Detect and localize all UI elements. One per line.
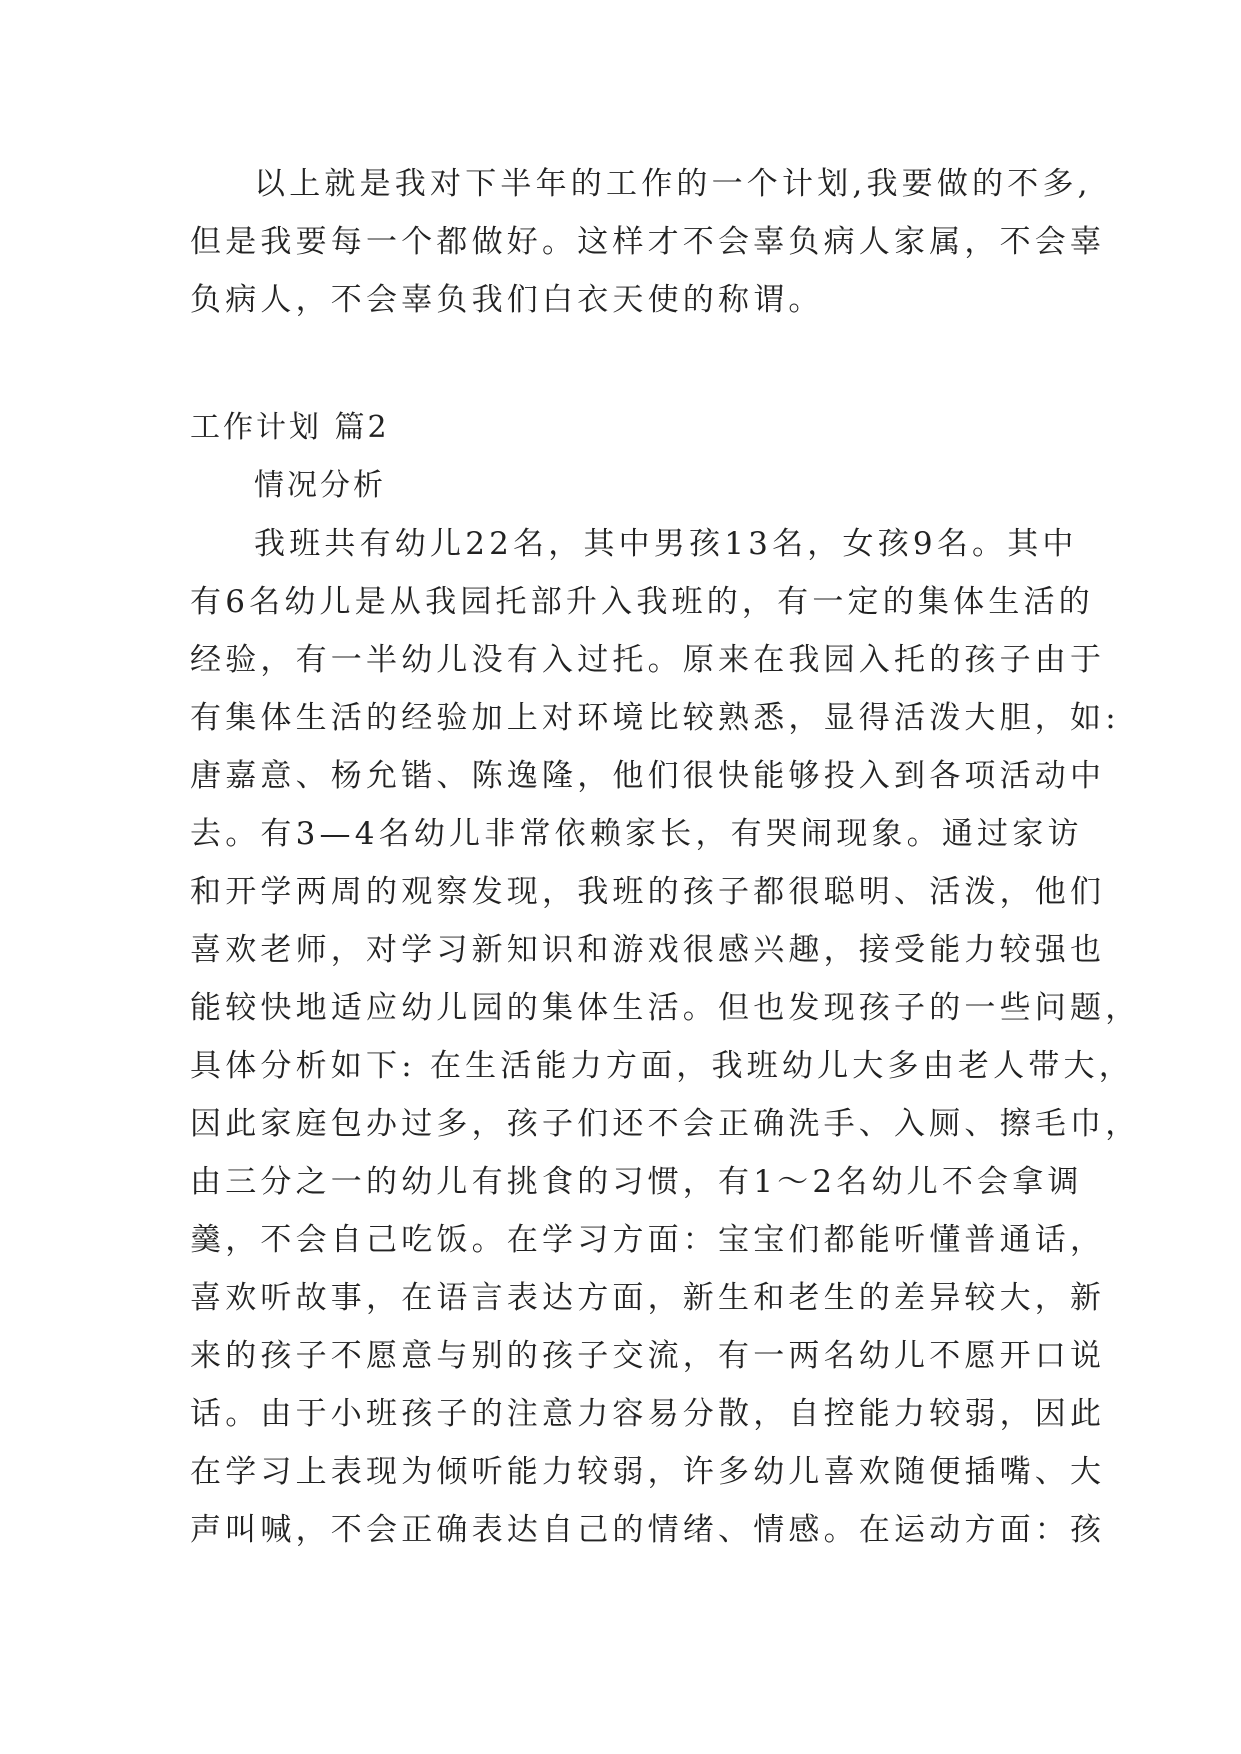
paragraph-line: 因此家庭包办过多，孩子们还不会正确洗手、入厕、擦毛巾， [190, 1106, 1141, 1142]
paragraph-line: 在学习上表现为倾听能力较弱，许多幼儿喜欢随便插嘴、大 [190, 1454, 1106, 1490]
paragraph-line: 能较快地适应幼儿园的集体生活。但也发现孩子的一些问题， [190, 990, 1141, 1026]
paragraph-line: 但是我要每一个都做好。这样才不会辜负病人家属，不会辜 [190, 224, 1106, 260]
paragraph-line: 由三分之一的幼儿有挑食的习惯，有1～2名幼儿不会拿调 [190, 1164, 1083, 1200]
paragraph-line: 话。由于小班孩子的注意力容易分散，自控能力较弱，因此 [190, 1396, 1106, 1432]
paragraph-line: 我班共有幼儿22名，其中男孩13名，女孩9名。其中 [254, 526, 1078, 562]
paragraph-line: 经验，有一半幼儿没有入过托。原来在我园入托的孩子由于 [190, 642, 1106, 678]
paragraph-line: 和开学两周的观察发现，我班的孩子都很聪明、活泼，他们 [190, 874, 1106, 910]
paragraph-line: 声叫喊，不会正确表达自己的情绪、情感。在运动方面：孩 [190, 1512, 1106, 1548]
section-subtitle: 情况分析 [254, 468, 386, 503]
paragraph-line: 具体分析如下: 在生活能力方面，我班幼儿大多由老人带大， [190, 1048, 1134, 1084]
paragraph-line: 喜欢听故事，在语言表达方面，新生和老生的差异较大，新 [190, 1280, 1106, 1316]
document-body [190, 155, 1141, 1559]
paragraph-line: 去。有3—4名幼儿非常依赖家长，有哭闹现象。通过家访 [190, 816, 1083, 852]
section-title: 工作计划 篇2 [190, 410, 390, 445]
paragraph-line: 喜欢老师，对学习新知识和游戏很感兴趣，接受能力较强也 [190, 932, 1106, 968]
paragraph-line: 有6名幼儿是从我园托部升入我班的，有一定的集体生活的 [190, 584, 1094, 620]
paragraph-line: 羹，不会自己吃饭。在学习方面：宝宝们都能听懂普通话， [190, 1222, 1106, 1258]
paragraph-line: 负病人，不会辜负我们白衣天使的称谓。 [190, 282, 824, 318]
paragraph-line: 有集体生活的经验加上对环境比较熟悉，显得活泼大胆，如: [190, 700, 1120, 736]
paragraph-line: 唐嘉意、杨允锴、陈逸隆，他们很快能够投入到各项活动中 [190, 758, 1106, 794]
section-spacer [190, 329, 1080, 399]
paragraph-line: 来的孩子不愿意与别的孩子交流，有一两名幼儿不愿开口说 [190, 1338, 1106, 1374]
paragraph-line: 以上就是我对下半年的工作的一个计划,我要做的不多, [254, 166, 1092, 202]
